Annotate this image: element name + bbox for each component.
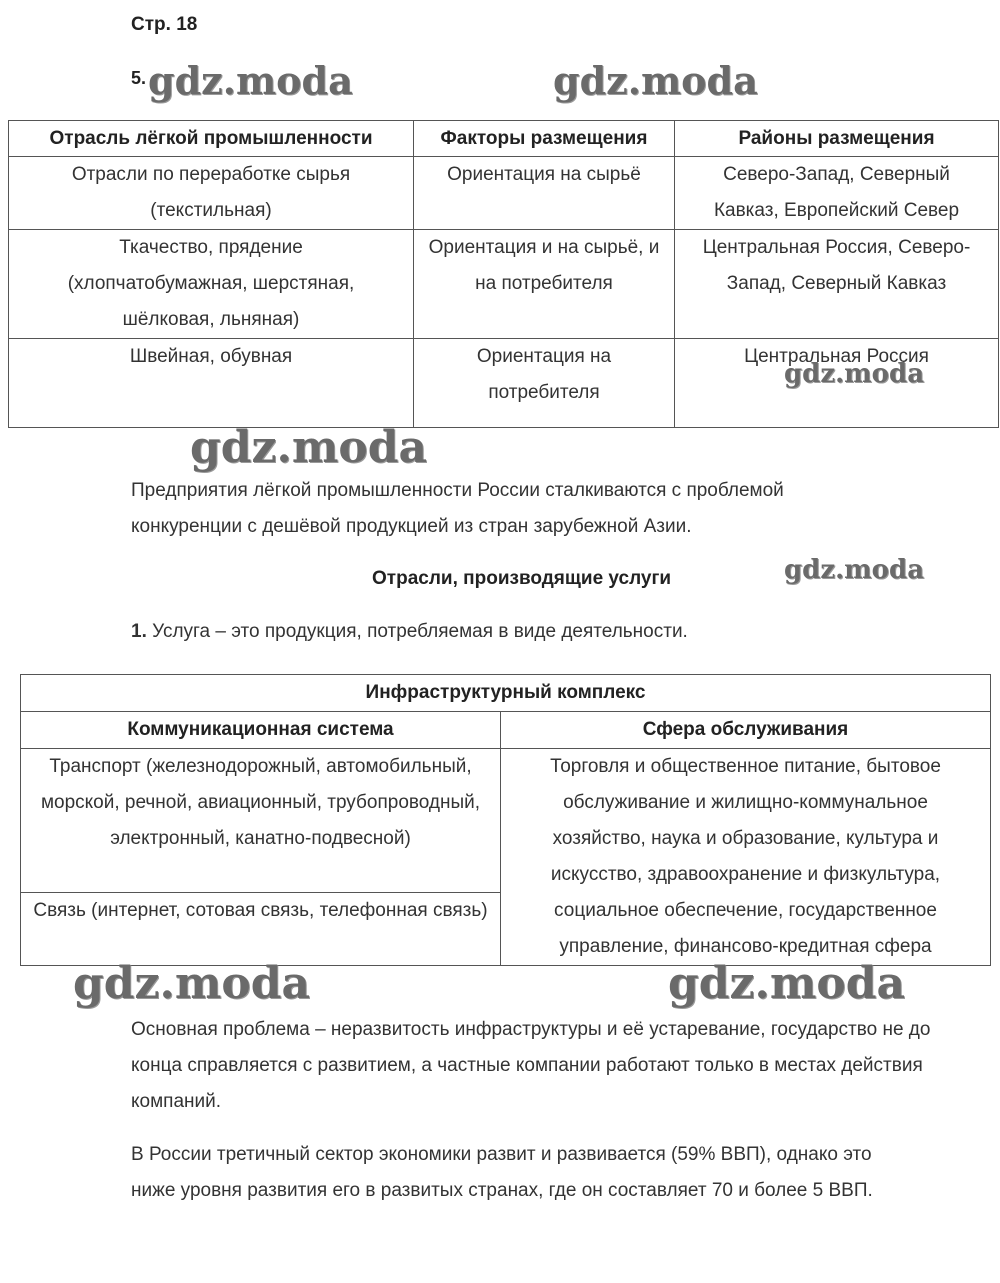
watermark-logo: gdz.moda	[553, 58, 758, 103]
table-title-row	[21, 675, 991, 712]
watermark-logo: gdz.moda	[73, 958, 311, 1009]
section-heading: Отрасли, производящие услуги	[372, 568, 672, 589]
definition-item	[131, 621, 688, 643]
table-cell: Ориентация на потребителя	[414, 339, 675, 428]
paragraph-competition: Предприятия лёгкой промышленности России сталкиваются с проблемой конкуренции с дешёвой продукцией из стран зарубежной Азии.	[131, 480, 784, 537]
table-cell: Северо-Запад, Северный Кавказ, Европейский Север	[675, 157, 999, 230]
table-row	[9, 157, 999, 230]
table-cell-transport: Транспорт (железнодорожный, автомобильный, морской, речной, авиационный, трубопроводный, электронный, канатно-подвесной)	[21, 749, 501, 893]
infrastructure-table	[20, 674, 991, 966]
table-cell: Центральная Россия, Северо-Запад, Северный Кавказ	[675, 230, 999, 339]
table-cell-services: Торговля и общественное питание, бытовое обслуживание и жилищно-коммунальное хозяйство, наука и образование, культура и искусство, здравоохранение и физкультура, социальное обеспечение, государственное управление, финансово-кредитная сфера	[501, 749, 991, 966]
table-cell: Ориентация и на сырьё, и на потребителя	[414, 230, 675, 339]
watermark-logo: gdz.moda	[668, 958, 906, 1009]
table-cell: Ткачество, прядение (хлопчатобумажная, шерстяная, шёлковая, льняная)	[9, 230, 414, 339]
paragraph-problem: Основная проблема – неразвитость инфраструктуры и её устаревание, государство не до конца справляется с развитием, а частные компании работают только в местах действия компаний.	[131, 1019, 931, 1112]
watermark-logo: gdz.moda	[148, 58, 353, 103]
table-header-row	[9, 121, 999, 157]
watermark-logo: gdz.moda	[784, 359, 925, 389]
table-header-factors: Факторы размещения	[414, 121, 675, 157]
table-header-communication: Коммуникационная система	[21, 712, 501, 749]
watermark-logo: gdz.moda	[784, 555, 925, 585]
table-cell: Отрасли по переработке сырья (текстильная)	[9, 157, 414, 230]
task-number: 5.	[131, 68, 147, 88]
table-row	[21, 749, 991, 893]
page-label: Стр. 18	[131, 14, 198, 35]
table-cell-communication: Связь (интернет, сотовая связь, телефонная связь)	[21, 893, 501, 966]
table-header-regions: Районы размещения	[675, 121, 999, 157]
item-text: Услуга – это продукция, потребляемая в виде деятельности.	[152, 621, 688, 642]
table-header-row	[21, 712, 991, 749]
table-title: Инфраструктурный комплекс	[21, 675, 991, 712]
table-header-industry: Отрасль лёгкой промышленности	[9, 121, 414, 157]
item-number: 1.	[131, 621, 147, 642]
paragraph-tertiary-sector: В России третичный сектор экономики развит и развивается (59% ВВП), однако это ниже уровня развития его в развитых странах, где он составляет 70 и более 5 ВВП.	[131, 1144, 873, 1201]
table-cell: Ориентация на сырьё	[414, 157, 675, 230]
table-cell: Центральная Россия	[675, 339, 999, 428]
table-row	[9, 230, 999, 339]
table-header-services: Сфера обслуживания	[501, 712, 991, 749]
watermark-logo: gdz.moda	[190, 422, 428, 473]
table-cell: Швейная, обувная	[9, 339, 414, 428]
